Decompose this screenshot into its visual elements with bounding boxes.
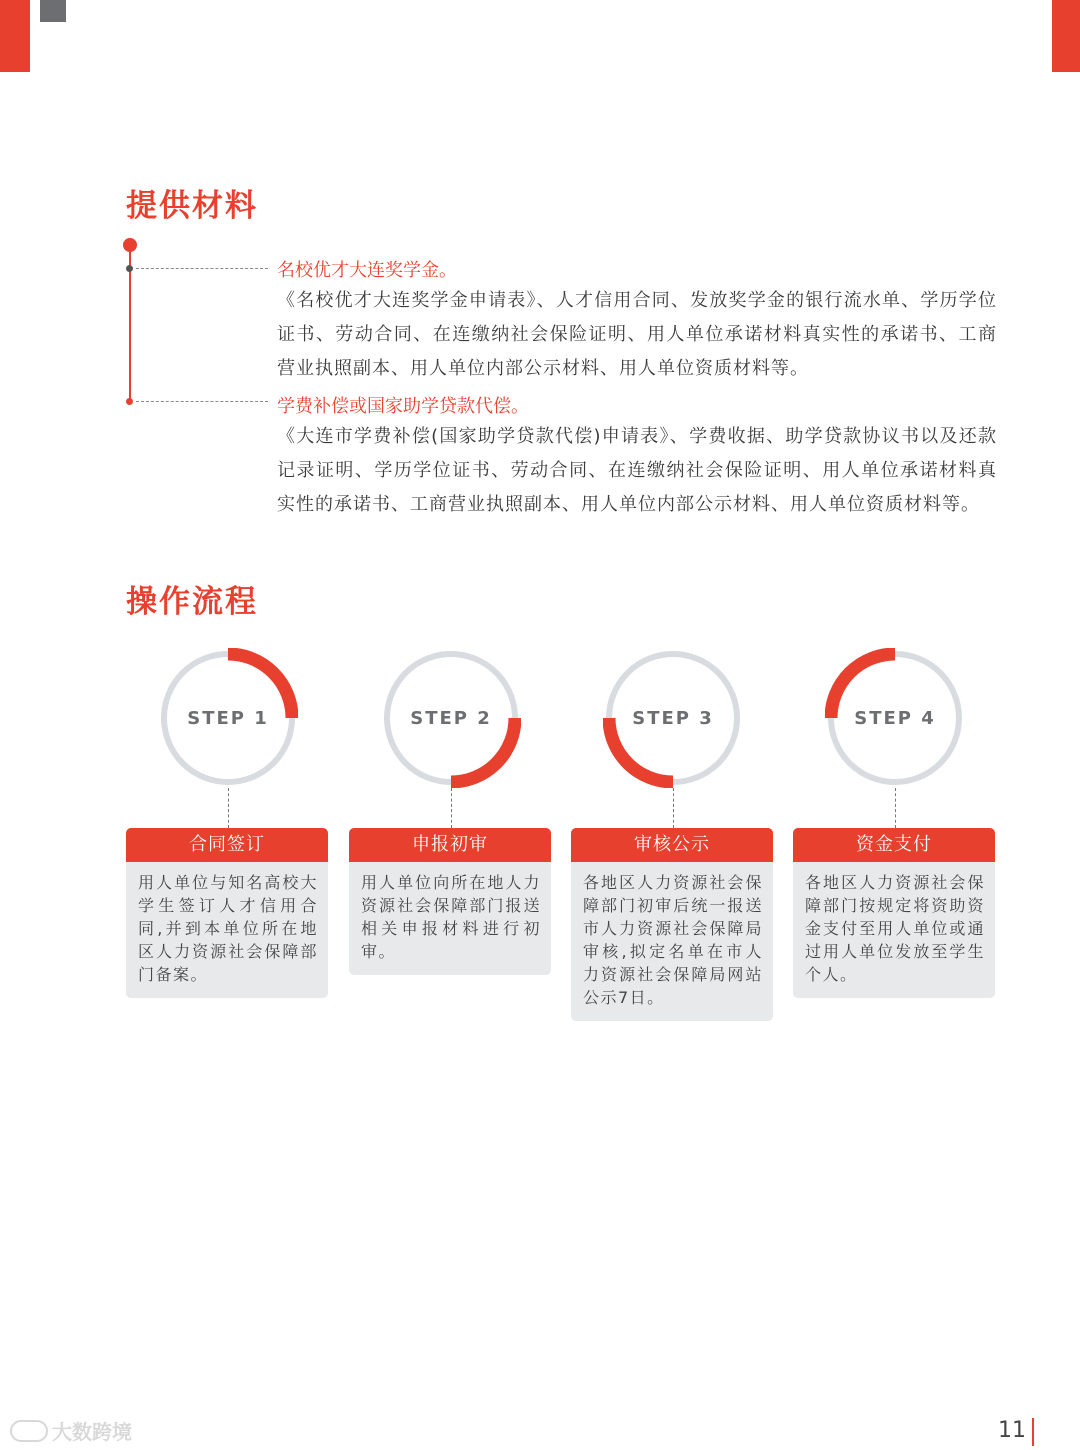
- page-number-bar: [1032, 1418, 1034, 1446]
- material-item-heading-2: 学费补偿或国家助学贷款代偿。: [277, 396, 529, 417]
- page-number: 11: [998, 1418, 1026, 1443]
- step-3-ring: [603, 648, 743, 788]
- step-4-title: 资金支付: [793, 828, 995, 862]
- step-4-ring: [825, 648, 965, 788]
- step-3: [571, 648, 775, 1021]
- step-4-card: [793, 828, 995, 998]
- step-2-label: STEP 2: [410, 707, 492, 729]
- corner-decoration-left-gray: [40, 0, 66, 22]
- step-3-body: 各地区人力资源社会保障部门初审后统一报送市人力资源社会保障局审核,拟定名单在市人力资源社会保障局网站公示7日。: [583, 873, 763, 1007]
- watermark-logo: [10, 1416, 132, 1445]
- timeline-node-2: [126, 398, 133, 405]
- logo-icon: [10, 1420, 48, 1442]
- timeline-connector-1: [136, 268, 268, 269]
- corner-decoration-right-red: [1052, 0, 1080, 72]
- step-3-card: [571, 828, 773, 1021]
- step-1-card: [126, 828, 328, 998]
- step-4-body: 各地区人力资源社会保障部门按规定将资助资金支付至用人单位或通过用人单位发放至学生个人。: [805, 873, 985, 984]
- step-4: [793, 648, 997, 998]
- step-2: [349, 648, 553, 975]
- step-1: [126, 648, 330, 998]
- step-3-label: STEP 3: [632, 707, 714, 729]
- step-4-connector: [895, 788, 896, 828]
- step-1-connector: [228, 788, 229, 828]
- step-2-connector: [451, 788, 452, 828]
- step-2-title: 申报初审: [349, 828, 551, 862]
- timeline-node-1: [126, 265, 133, 272]
- timeline-connector-2: [136, 401, 268, 402]
- step-1-label: STEP 1: [187, 707, 269, 729]
- step-2-card: [349, 828, 551, 975]
- step-1-body: 用人单位与知名高校大学生签订人才信用合同,并到本单位所在地区人力资源社会保障部门备案。: [138, 873, 318, 984]
- materials-section-title: 提供材料: [126, 188, 258, 224]
- step-2-ring: [381, 648, 521, 788]
- step-1-title: 合同签订: [126, 828, 328, 862]
- material-item-heading-1: 名校优才大连奖学金。: [277, 260, 457, 281]
- material-item-body-2: 《大连市学费补偿(国家助学贷款代偿)申请表》、学费收据、助学贷款协议书以及还款记录证明、学历学位证书、劳动合同、在连缴纳社会保险证明、用人单位承诺材料真实性的承诺书、工商营业执照副本、用人单位内部公示材料、用人单位资质材料等。: [277, 426, 997, 515]
- watermark-text: 大数跨境: [52, 1420, 132, 1444]
- step-3-title: 审核公示: [571, 828, 773, 862]
- process-section-title: 操作流程: [126, 584, 258, 620]
- corner-decoration-left-red: [0, 0, 30, 72]
- material-item-body-1: 《名校优才大连奖学金申请表》、人才信用合同、发放奖学金的银行流水单、学历学位证书、劳动合同、在连缴纳社会保险证明、用人单位承诺材料真实性的承诺书、工商营业执照副本、用人单位内部公示材料、用人单位资质材料等。: [277, 290, 997, 379]
- step-2-body: 用人单位向所在地人力资源社会保障部门报送相关申报材料进行初审。: [361, 873, 541, 961]
- step-4-label: STEP 4: [854, 707, 936, 729]
- step-3-connector: [673, 788, 674, 828]
- step-1-ring: [158, 648, 298, 788]
